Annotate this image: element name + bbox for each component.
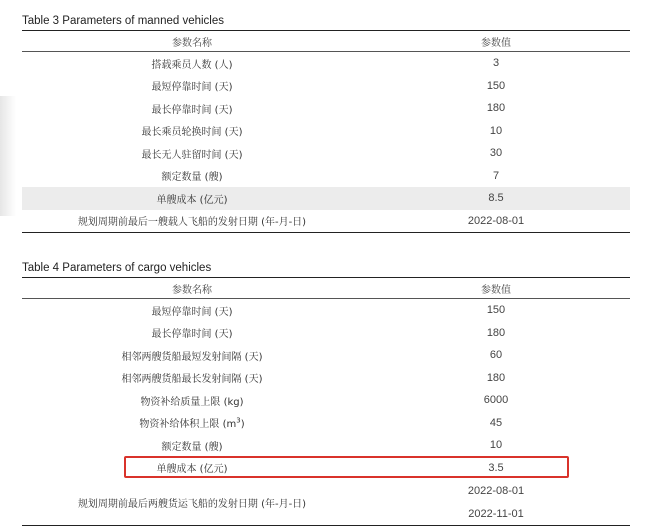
param-value: 180 <box>486 326 506 339</box>
table-row <box>22 367 630 390</box>
manned-vehicles-table <box>22 30 630 233</box>
param-name-text: 物资补给体积上限 (m <box>139 419 237 431</box>
table-row <box>22 75 630 98</box>
param-name: 最长停靠时间 (天) <box>151 329 233 341</box>
param-name: 额定数量 (艘) <box>161 441 223 453</box>
param-name: 相邻两艘货船最短发射间隔 (天) <box>121 351 263 363</box>
table-row-shaded <box>22 187 630 210</box>
param-name: 相邻两艘货船最长发射间隔 (天) <box>121 374 263 386</box>
param-value: 180 <box>486 371 506 384</box>
header-param-name: 参数名称 <box>22 278 362 299</box>
param-value: 180 <box>486 102 506 115</box>
table-row <box>22 389 630 412</box>
table-row <box>22 210 630 233</box>
table-header-row <box>22 31 630 52</box>
param-value-pair <box>362 479 630 526</box>
table-row <box>22 120 630 143</box>
param-name: 最长无人驻留时间 (天) <box>141 149 243 161</box>
param-name: 规划周期前最后一艘载人飞船的发射日期 (年-月-日) <box>77 217 307 229</box>
param-value: 10 <box>489 439 503 452</box>
param-name: 搭载乘员人数 (人) <box>151 59 233 71</box>
param-value: 7 <box>492 169 500 182</box>
param-value: 2022-11-01 <box>468 507 524 520</box>
param-name: 单艘成本 (亿元) <box>156 464 228 476</box>
param-value: 6000 <box>483 394 509 407</box>
table-row <box>22 52 630 75</box>
param-value: 3.5 <box>488 461 504 474</box>
superscript-3: 3 <box>236 416 241 425</box>
param-value: 10 <box>489 124 503 137</box>
param-name: 最短停靠时间 (天) <box>151 82 233 94</box>
param-value: 60 <box>489 349 503 362</box>
table-row <box>22 165 630 188</box>
param-name: 最短停靠时间 (天) <box>151 306 233 318</box>
param-name: 最长乘员轮换时间 (天) <box>141 127 243 139</box>
table-3-block <box>22 12 630 233</box>
param-value: 45 <box>489 416 503 429</box>
table-row <box>22 97 630 120</box>
table-row <box>22 479 630 526</box>
param-name: 规划周期前最后两艘货运飞船的发射日期 (年-月-日) <box>77 498 307 510</box>
cargo-vehicles-table <box>22 277 630 526</box>
table-header-row <box>22 278 630 299</box>
table-row <box>22 299 630 322</box>
highlight-box <box>124 456 569 478</box>
header-param-name: 参数名称 <box>22 31 362 52</box>
header-param-value: 参数值 <box>362 278 630 299</box>
param-name <box>22 412 362 435</box>
param-value: 2022-08-01 <box>467 484 525 497</box>
param-value: 8.5 <box>362 187 630 210</box>
param-name: 单艘成本 (亿元) <box>22 187 362 210</box>
header-param-value: 参数值 <box>362 31 630 52</box>
param-value: 150 <box>486 304 506 317</box>
param-name: 物资补给质量上限 (kg) <box>140 396 244 408</box>
param-value: 3 <box>492 57 500 70</box>
param-value: 150 <box>486 79 506 92</box>
param-name: 最长停靠时间 (天) <box>151 104 233 116</box>
table-4-block <box>22 259 630 526</box>
param-name: 额定数量 (艘) <box>161 172 223 184</box>
table-4-caption: Table 4 Parameters of cargo vehicles <box>22 262 212 274</box>
table-row <box>22 322 630 345</box>
param-value: 2022-08-01 <box>467 214 525 227</box>
table-row <box>22 344 630 367</box>
param-value: 30 <box>489 147 503 160</box>
table-3-caption: Table 3 Parameters of manned vehicles <box>22 15 224 27</box>
param-name-close: ) <box>240 419 245 431</box>
table-row <box>22 434 630 457</box>
page-edge-shadow <box>0 96 16 216</box>
table-row <box>22 142 630 165</box>
table-row <box>22 412 630 435</box>
